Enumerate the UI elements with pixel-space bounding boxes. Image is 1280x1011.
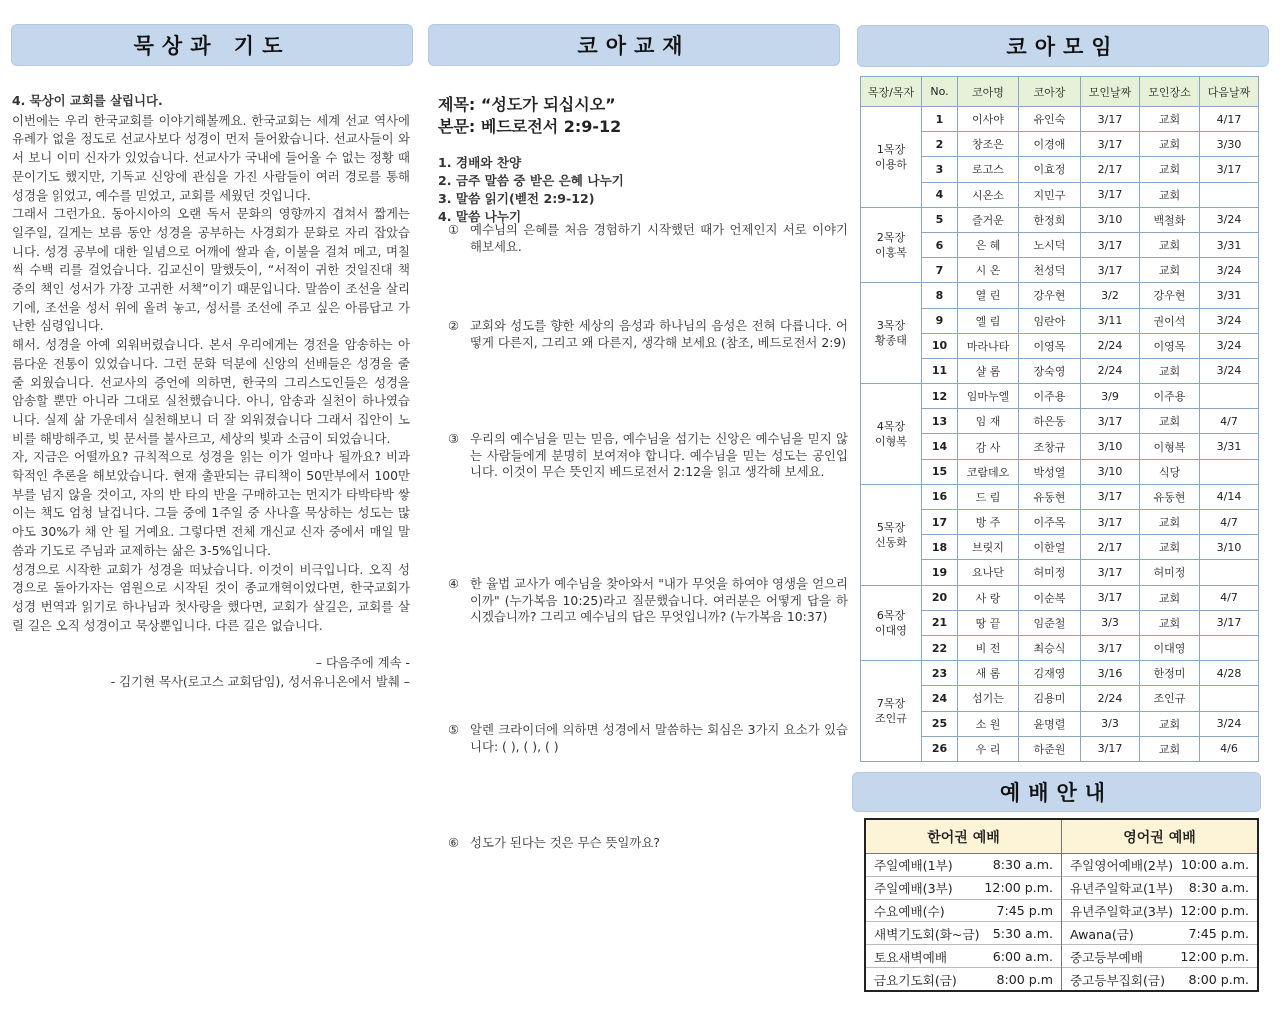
question-number: ① <box>448 222 460 237</box>
worship-service-name: 토요새벽예배 <box>874 949 947 965</box>
next-date: 3/17 <box>1200 610 1259 635</box>
met-date: 3/17 <box>1081 182 1140 207</box>
core-leader: 지민구 <box>1019 182 1081 207</box>
question-number: ⑥ <box>448 835 460 850</box>
row-number: 5 <box>922 207 958 232</box>
worship-row <box>866 877 1061 900</box>
met-date: 3/11 <box>1081 308 1140 333</box>
worship-service-time: 8:00 p.m. <box>1188 971 1249 987</box>
next-date: 3/30 <box>1200 132 1259 157</box>
core-name: 마라나타 <box>958 333 1019 358</box>
met-date: 3/17 <box>1081 484 1140 509</box>
core-name: 새 롬 <box>958 661 1019 686</box>
met-place: 교회 <box>1140 358 1200 383</box>
met-date: 3/17 <box>1081 232 1140 257</box>
group-name: 1목장 <box>876 142 906 156</box>
core-leader: 강우현 <box>1019 283 1081 308</box>
next-date: 3/10 <box>1200 535 1259 560</box>
row-number: 21 <box>922 610 958 635</box>
meditation-paragraph: 그래서 그런가요. 동아시아의 오랜 독서 문화의 영향까지 겹쳐서 짧게는 일주일, 길게는 보름 동안 성경을 공부하는 사경회가 문화로 자리 잡았습니다. 성경 공부에 대한 일념으로 어깨에 쌀과 솥, 이불을 걸쳐 메고, 며칠씩 수백 리를 걸었습니다. 김교신이 말했듯이, “서적이 귀한 것일진대 책 중의 책인 성서가 가장 고귀한 서책”이기 때문입니다. 말씀이 조선을 살리기에, 조선을 성서 위에 올려 놓고, 성서를 조선에 주고 싶은 아름답고 가난한 심령입니다. <box>12 206 410 334</box>
meditation-paragraph: 성경으로 시작한 교회가 성경을 떠났습니다. 이것이 비극입니다. 오직 성경으로 돌아가자는 염원으로 시작된 것이 종교개혁이었다면, 한국교회가 성경 번역과 읽기로 하나님과 첫사랑을 했다면, 교회가 살길은, 교회를 살릴 길은 오직 성경이고 묵상뿐입니다. 다른 길은 없습니다. <box>12 561 410 633</box>
row-number: 15 <box>922 459 958 484</box>
next-date: 3/24 <box>1200 711 1259 736</box>
group-cell <box>861 207 922 283</box>
question-text: 예수님의 은혜를 처음 경험하기 시작했던 때가 언제인지 서로 이야기해보세요. <box>470 222 848 254</box>
question-text: 성도가 된다는 것은 무슨 뜻일까요? <box>470 835 660 850</box>
group-leader: 이대영 <box>875 623 907 637</box>
core-name: 방 주 <box>958 510 1019 535</box>
core-name: 엘 림 <box>958 308 1019 333</box>
core-leader: 이영목 <box>1019 333 1081 358</box>
worship-row <box>866 922 1061 945</box>
core-leader: 이주용 <box>1019 384 1081 409</box>
core-leader: 임준철 <box>1019 610 1081 635</box>
group-cell <box>861 484 922 585</box>
meditation-paragraph: 해서. 성경을 아예 외워버렸습니다. 본서 우리에게는 경전을 암송하는 아름다운 전통이 있었습니다. 그런 문화 덕분에 신앙의 선배들은 성경을 줄줄 외웠습니다. 선교사의 증언에 의하면, 한국의 그리스도인들은 성경을 암송할 뿐만 아니라 그대로 실천했습니다. 아니, 암송과 실천이 하나였습니다. 실제 삶 가운데서 실천해보니 더 잘 외워졌습니다 그래서 집안이 노비를 해방해주고, 빚 문서를 불사르고, 세상의 빛과 소금이 되었습니다. <box>12 337 410 446</box>
met-place: 이대영 <box>1140 635 1200 660</box>
next-date: 3/24 <box>1200 308 1259 333</box>
core-name: 샬 롬 <box>958 358 1019 383</box>
row-number: 7 <box>922 258 958 283</box>
next-date: 3/24 <box>1200 358 1259 383</box>
header-core-material <box>428 24 840 66</box>
question-item <box>448 722 848 755</box>
met-date: 3/17 <box>1081 258 1140 283</box>
row-number: 4 <box>922 182 958 207</box>
worship-service-time: 8:00 p.m <box>996 971 1053 987</box>
group-leader: 이형복 <box>875 434 907 448</box>
worship-service-time: 8:30 a.m. <box>992 857 1053 873</box>
group-cell <box>861 283 922 384</box>
core-name: 코람데오 <box>958 459 1019 484</box>
question-number: ② <box>448 318 460 333</box>
group-leader: 신동화 <box>875 535 907 549</box>
core-name: 임 재 <box>958 409 1019 434</box>
table-header-row <box>861 77 1259 107</box>
met-date: 2/24 <box>1081 358 1140 383</box>
core-name: 섬기는 <box>958 686 1019 711</box>
met-place: 교회 <box>1140 157 1200 182</box>
core-name: 창조은 <box>958 132 1019 157</box>
row-number: 12 <box>922 384 958 409</box>
lesson-title: 제목: “성도가 되십시오” <box>438 95 616 114</box>
next-date: 4/14 <box>1200 484 1259 509</box>
worship-service-time: 7:45 p.m <box>996 903 1053 919</box>
worship-row <box>1062 877 1257 900</box>
step-item: 4. 말씀 나누기 <box>438 209 522 224</box>
row-number: 23 <box>922 661 958 686</box>
worship-service-time: 12:00 p.m. <box>1180 948 1249 964</box>
core-name: 요나단 <box>958 560 1019 585</box>
header-worship-label: 예배안내 <box>999 781 1114 805</box>
row-number: 1 <box>922 107 958 132</box>
met-place: 조인규 <box>1140 686 1200 711</box>
row-number: 19 <box>922 560 958 585</box>
worship-row <box>866 854 1061 877</box>
table-row <box>861 484 1259 509</box>
header-meditation-label: 묵상과 기도 <box>133 34 291 58</box>
core-name: 사 랑 <box>958 585 1019 610</box>
core-leader: 한정희 <box>1019 207 1081 232</box>
met-date: 3/17 <box>1081 736 1140 761</box>
question-item <box>448 576 848 626</box>
row-number: 13 <box>922 409 958 434</box>
worship-service-name: 금요기도회(금) <box>874 972 957 988</box>
met-place: 한정미 <box>1140 661 1200 686</box>
next-date: 3/24 <box>1200 207 1259 232</box>
met-place: 교회 <box>1140 132 1200 157</box>
core-name: 우 리 <box>958 736 1019 761</box>
core-name: 열 린 <box>958 283 1019 308</box>
row-number: 6 <box>922 232 958 257</box>
worship-service-time: 12:00 p.m. <box>984 880 1053 896</box>
lesson-text: 본문: 베드로전서 2:9-12 <box>438 117 622 136</box>
core-name: 로고스 <box>958 157 1019 182</box>
table-row <box>861 107 1259 132</box>
met-place: 식당 <box>1140 459 1200 484</box>
group-leader: 이홍복 <box>875 246 907 260</box>
group-cell <box>861 107 922 208</box>
next-date <box>1200 182 1259 207</box>
core-leader: 조창규 <box>1019 434 1081 459</box>
header-meditation <box>11 24 413 66</box>
core-leader: 하준원 <box>1019 736 1081 761</box>
meditation-heading: 4. 묵상이 교회를 살립니다. <box>12 93 163 108</box>
worship-row <box>866 945 1061 968</box>
worship-row <box>866 968 1061 990</box>
worship-service-name: 주일예배(3부) <box>874 881 953 897</box>
column-header: 모인장소 <box>1140 77 1200 107</box>
core-name: 땅 끝 <box>958 610 1019 635</box>
question-number: ⑤ <box>448 722 460 737</box>
met-date: 3/3 <box>1081 610 1140 635</box>
step-item: 3. 말씀 읽기(벧전 2:9-12) <box>438 191 595 206</box>
next-date <box>1200 560 1259 585</box>
row-number: 8 <box>922 283 958 308</box>
worship-service-time: 5:30 a.m. <box>992 925 1053 941</box>
meditation-paragraph: 자, 지금은 어떨까요? 규칙적으로 성경을 읽는 이가 얼마나 될까요? 비과학적인 추론을 해보았습니다. 현재 출판되는 큐티책이 50만부에서 100만부를 넘지 않을 것이고, 자의 반 타의 반을 구매하고는 먼지가 타박타박 쌓이는 책도 엄청 날겁니다. 그들 중에 1주일 중 사나흘 묵상하는 성도는 많아도 30%가 채 안 될 거예요. 그렇다면 전체 개신교 신자 중에서 매일 말씀과 기도로 주님과 교제하는 삶은 3-5%입니다. <box>12 449 410 558</box>
column-header: 코아명 <box>958 77 1019 107</box>
met-date: 2/24 <box>1081 686 1140 711</box>
next-date: 4/7 <box>1200 409 1259 434</box>
core-leader: 유동현 <box>1019 484 1081 509</box>
group-cell <box>861 661 922 762</box>
next-date: 3/31 <box>1200 232 1259 257</box>
met-date: 3/10 <box>1081 459 1140 484</box>
met-date: 2/17 <box>1081 157 1140 182</box>
table-row <box>861 384 1259 409</box>
group-name: 5목장 <box>876 520 906 534</box>
worship-service-time: 6:00 a.m. <box>992 948 1053 964</box>
met-date: 2/17 <box>1081 535 1140 560</box>
worship-row <box>866 900 1061 923</box>
met-date: 3/10 <box>1081 434 1140 459</box>
header-core-meeting-label: 코아모임 <box>1006 35 1120 59</box>
row-number: 20 <box>922 585 958 610</box>
met-place: 이영목 <box>1140 333 1200 358</box>
row-number: 22 <box>922 635 958 660</box>
english-worship-column <box>1061 820 1257 990</box>
korean-worship-title: 한어권 예배 <box>866 820 1061 854</box>
worship-row <box>1062 968 1257 990</box>
group-cell <box>861 384 922 485</box>
core-name: 시온소 <box>958 182 1019 207</box>
core-meeting-table <box>860 76 1259 762</box>
core-material-column <box>438 94 848 874</box>
core-leader: 박성열 <box>1019 459 1081 484</box>
met-place: 권이석 <box>1140 308 1200 333</box>
next-date <box>1200 686 1259 711</box>
row-number: 16 <box>922 484 958 509</box>
question-text: 교회와 성도를 향한 세상의 음성과 하나님의 음성은 전혀 다릅니다. 어떻게 다른지, 그리고 왜 다른지, 생각해 보세요 (참조, 베드로전서 2:9) <box>470 318 848 350</box>
next-date: 3/17 <box>1200 157 1259 182</box>
next-date: 4/17 <box>1200 107 1259 132</box>
worship-service-name: 새벽기도회(화~금) <box>874 926 980 942</box>
met-date: 3/2 <box>1081 283 1140 308</box>
met-place: 교회 <box>1140 232 1200 257</box>
column-header: 다음날짜 <box>1200 77 1259 107</box>
worship-service-name: 유년주일학교(1부) <box>1070 881 1173 897</box>
core-leader: 최승식 <box>1019 635 1081 660</box>
question-number: ④ <box>448 576 460 591</box>
met-date: 3/17 <box>1081 560 1140 585</box>
met-place: 강우현 <box>1140 283 1200 308</box>
met-date: 3/17 <box>1081 585 1140 610</box>
column-header: 목장/목자 <box>861 77 922 107</box>
core-meeting-table-body <box>861 107 1259 762</box>
table-row <box>861 207 1259 232</box>
core-name: 소 원 <box>958 711 1019 736</box>
meditation-paragraph: 이번에는 우리 한국교회를 이야기해볼께요. 한국교회는 세계 선교 역사에 유례가 없을 정도로 선교사보다 성경이 먼저 들어왔습니다. 선교사들이 와서 보니 이미 신자가 있었습니다. 선교사가 국내에 들어올 수 없는 정황 때문이기도 했지만, 기독교 신앙에 관심을 가진 사람들이 여러 경로를 통해 성경을 읽었고, 예수를 믿었고, 교회를 세웠던 것입니다. <box>12 112 410 203</box>
row-number: 18 <box>922 535 958 560</box>
met-date: 3/17 <box>1081 409 1140 434</box>
worship-row <box>1062 854 1257 877</box>
column-header: 코아장 <box>1019 77 1081 107</box>
met-date: 3/17 <box>1081 132 1140 157</box>
step-item: 1. 경배와 찬양 <box>438 155 522 170</box>
core-leader: 김용미 <box>1019 686 1081 711</box>
core-name: 드 림 <box>958 484 1019 509</box>
met-place: 허미정 <box>1140 560 1200 585</box>
worship-service-time: 7:45 p.m. <box>1188 925 1249 941</box>
group-name: 7목장 <box>876 697 906 710</box>
met-place: 교회 <box>1140 409 1200 434</box>
question-text: 우리의 예수님을 믿는 믿음, 예수님을 섬기는 신앙은 예수님을 믿지 않는 사람들에게 분명히 보여져야 합니다. 예수님을 믿는 성도는 공인입니다. 이것이 무슨 뜻인지 베드로전서 2:12을 읽고 생각해 보세요. <box>470 431 848 479</box>
next-date: 3/24 <box>1200 258 1259 283</box>
question-item <box>448 222 848 255</box>
core-name: 즐거운 <box>958 207 1019 232</box>
core-name: 비 전 <box>958 635 1019 660</box>
met-date: 3/10 <box>1081 207 1140 232</box>
core-leader: 이순복 <box>1019 585 1081 610</box>
worship-service-time: 10:00 a.m. <box>1180 857 1249 873</box>
group-name: 4목장 <box>876 419 906 433</box>
table-row <box>861 661 1259 686</box>
core-leader: 유인숙 <box>1019 107 1081 132</box>
worship-service-name: 중고등부집회(금) <box>1070 972 1165 988</box>
met-place: 백철화 <box>1140 207 1200 232</box>
column-header: No. <box>922 77 958 107</box>
meditation-column <box>12 92 410 691</box>
group-name: 3목장 <box>876 319 906 333</box>
met-place: 교회 <box>1140 258 1200 283</box>
worship-schedule <box>864 818 1259 992</box>
met-place: 이주용 <box>1140 384 1200 409</box>
core-leader: 장숙영 <box>1019 358 1081 383</box>
next-date: 4/7 <box>1200 585 1259 610</box>
english-worship-title: 영어권 예배 <box>1062 820 1257 854</box>
met-date: 3/17 <box>1081 107 1140 132</box>
row-number: 10 <box>922 333 958 358</box>
core-leader: 천성덕 <box>1019 258 1081 283</box>
row-number: 9 <box>922 308 958 333</box>
column-header: 모인날짜 <box>1081 77 1140 107</box>
worship-row <box>1062 945 1257 968</box>
question-number: ③ <box>448 431 460 446</box>
met-place: 교회 <box>1140 711 1200 736</box>
met-place: 이형복 <box>1140 434 1200 459</box>
korean-worship-column <box>866 820 1061 990</box>
met-date: 3/17 <box>1081 635 1140 660</box>
to-be-continued: – 다음주에 계속 - <box>315 655 410 671</box>
group-cell <box>861 585 922 661</box>
group-name: 2목장 <box>876 231 906 245</box>
worship-service-name: 중고등부예배 <box>1070 949 1143 965</box>
met-date: 2/24 <box>1081 333 1140 358</box>
question-item <box>448 431 848 481</box>
row-number: 26 <box>922 736 958 761</box>
table-row <box>861 283 1259 308</box>
next-date: 3/31 <box>1200 434 1259 459</box>
next-date: 4/28 <box>1200 661 1259 686</box>
group-leader: 조인규 <box>875 712 907 725</box>
worship-service-time: 12:00 p.m. <box>1180 903 1249 919</box>
next-date: 3/24 <box>1200 333 1259 358</box>
core-name: 은 혜 <box>958 232 1019 257</box>
met-date: 3/17 <box>1081 510 1140 535</box>
question-item <box>448 318 848 351</box>
core-leader: 노시덕 <box>1019 232 1081 257</box>
question-item <box>448 835 848 852</box>
table-row <box>861 585 1259 610</box>
met-place: 교회 <box>1140 610 1200 635</box>
worship-service-time: 8:30 a.m. <box>1188 880 1249 896</box>
core-name: 감 사 <box>958 434 1019 459</box>
next-date <box>1200 459 1259 484</box>
worship-service-name: 수요예배(수) <box>874 904 945 920</box>
next-date <box>1200 635 1259 660</box>
core-leader: 하은동 <box>1019 409 1081 434</box>
source-credit: - 김기현 목사(로고스 교회담임), 성서유니온에서 발췌 – <box>110 674 410 690</box>
group-leader: 이용하 <box>875 157 907 171</box>
worship-service-name: 주일예배(1부) <box>874 858 953 874</box>
core-leader: 김재영 <box>1019 661 1081 686</box>
met-place: 교회 <box>1140 736 1200 761</box>
core-name: 이사야 <box>958 107 1019 132</box>
core-name: 시 온 <box>958 258 1019 283</box>
next-date: 4/6 <box>1200 736 1259 761</box>
group-leader: 황종태 <box>875 334 907 348</box>
header-worship <box>852 772 1261 812</box>
met-place: 교회 <box>1140 535 1200 560</box>
worship-row <box>1062 922 1257 945</box>
core-leader: 이한얼 <box>1019 535 1081 560</box>
lesson-steps <box>438 154 848 226</box>
core-leader: 허미정 <box>1019 560 1081 585</box>
row-number: 3 <box>922 157 958 182</box>
next-date <box>1200 384 1259 409</box>
met-place: 교회 <box>1140 585 1200 610</box>
header-core-material-label: 코아교재 <box>577 34 691 58</box>
row-number: 11 <box>922 358 958 383</box>
worship-service-name: 주일영어예배(2부) <box>1070 858 1173 874</box>
core-name: 브릿지 <box>958 535 1019 560</box>
met-place: 유동현 <box>1140 484 1200 509</box>
question-text: 한 율법 교사가 예수님을 찾아와서 "내가 무엇을 하여야 영생을 얻으리이까" (누가복음 10:25)라고 질문했습니다. 여러분은 어떻게 답을 하시겠습니까? 그리고 예수님의 답은 무엇입니까? (누가복음 10:37) <box>470 576 848 624</box>
next-date: 3/31 <box>1200 283 1259 308</box>
row-number: 14 <box>922 434 958 459</box>
met-date: 3/16 <box>1081 661 1140 686</box>
header-core-meeting <box>857 25 1269 67</box>
core-leader: 임란아 <box>1019 308 1081 333</box>
core-name: 임마누엘 <box>958 384 1019 409</box>
row-number: 25 <box>922 711 958 736</box>
row-number: 24 <box>922 686 958 711</box>
worship-service-name: 유년주일학교(3부) <box>1070 904 1173 920</box>
core-leader: 윤명렬 <box>1019 711 1081 736</box>
next-date: 4/7 <box>1200 510 1259 535</box>
met-place: 교회 <box>1140 182 1200 207</box>
group-name: 6목장 <box>876 608 906 622</box>
question-text: 알렌 크라이더에 의하면 성경에서 말씀하는 회심은 3가지 요소가 있습니다: ( ), ( ), ( ) <box>470 722 848 754</box>
met-place: 교회 <box>1140 510 1200 535</box>
worship-service-name: Awana(금) <box>1070 926 1134 942</box>
core-leader: 이효정 <box>1019 157 1081 182</box>
step-item: 2. 금주 말씀 중 받은 은혜 나누기 <box>438 173 624 188</box>
core-leader: 이주목 <box>1019 510 1081 535</box>
met-date: 3/3 <box>1081 711 1140 736</box>
met-date: 3/9 <box>1081 384 1140 409</box>
met-place: 교회 <box>1140 107 1200 132</box>
row-number: 2 <box>922 132 958 157</box>
row-number: 17 <box>922 510 958 535</box>
worship-row <box>1062 900 1257 923</box>
core-leader: 이경애 <box>1019 132 1081 157</box>
